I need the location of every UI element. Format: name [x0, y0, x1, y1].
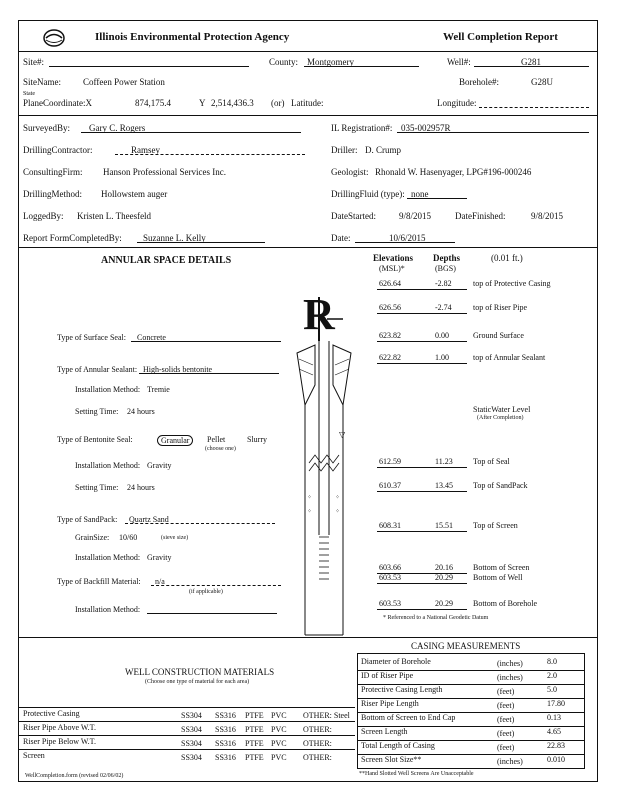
depth-value: 1.00	[435, 353, 449, 362]
material-row-label: Protective Casing	[23, 709, 80, 718]
drilling-contractor-line	[115, 154, 305, 155]
site-name-value: Coffeen Power Station	[83, 77, 165, 87]
setting-time-2-label: Setting Time:	[75, 483, 119, 492]
report-completed-value: Suzanne L. Kelly	[143, 233, 206, 243]
bentonite-seal-label: Type of Bentonite Seal:	[57, 435, 133, 444]
well-value: G281	[521, 57, 541, 67]
annular-row-underline	[377, 491, 467, 492]
annular-row-label: Top of SandPack	[473, 481, 528, 490]
material-option[interactable]: SS316	[215, 711, 236, 720]
material-row-divider	[19, 707, 355, 708]
il-registration-value: 035-002957R	[401, 123, 451, 133]
drilling-fluid-label: DrillingFluid (type):	[331, 189, 405, 199]
annular-row-underline	[377, 609, 467, 610]
casing-row-label: Bottom of Screen to End Cap	[361, 713, 456, 722]
granular-option: Granular	[157, 435, 193, 446]
consulting-firm-value: Hanson Professional Services Inc.	[103, 167, 226, 177]
depth-value: -2.82	[435, 279, 452, 288]
casing-row-divider	[357, 712, 585, 713]
annular-sealant-label: Type of Annular Sealant:	[57, 365, 138, 374]
casing-row-label: Protective Casing Length	[361, 685, 443, 694]
elevations-header: Elevations	[373, 253, 414, 263]
depth-value: -2.74	[435, 303, 452, 312]
site-divider	[19, 115, 597, 116]
sieve-size-note: (sieve size)	[161, 535, 189, 541]
report-completed-label: Report FormCompletedBy:	[23, 233, 122, 243]
casing-row-label: Riser Pipe Length	[361, 699, 419, 708]
latitude-label: Latitude:	[291, 98, 324, 108]
elevation-value: 622.82	[379, 353, 401, 362]
install-method-2-label: Installation Method:	[75, 461, 141, 470]
longitude-line	[479, 107, 589, 108]
geologist-label: Geologist:	[331, 167, 369, 177]
setting-time-1-label: Setting Time:	[75, 407, 119, 416]
svg-text:⁘: ⁘	[307, 508, 313, 515]
depth-value: 13.45	[435, 481, 453, 490]
material-option[interactable]: OTHER:	[303, 725, 332, 734]
material-option[interactable]: PVC	[271, 725, 287, 734]
drilling-method-value: Hollowstem auger	[101, 189, 168, 199]
casing-row-unit: (inches)	[497, 757, 523, 766]
date-label: Date:	[331, 233, 351, 243]
material-option[interactable]: PTFE	[245, 753, 264, 762]
backfill-label: Type of Backfill Material:	[57, 577, 141, 586]
svg-text:▽: ▽	[339, 430, 346, 439]
agency-name: Illinois Environmental Protection Agency	[95, 31, 290, 43]
consulting-firm-label: ConsultingFirm:	[23, 167, 83, 177]
annular-row-label: top of Protective Casing	[473, 279, 551, 288]
surveyed-by-label: SurveyedBy:	[23, 123, 70, 133]
annular-row-label: Bottom of Well	[473, 573, 523, 582]
annular-row-underline	[377, 531, 467, 532]
annular-row-underline	[377, 289, 467, 290]
casing-row-value: 0.010	[547, 755, 565, 764]
borehole-value: G28U	[531, 77, 553, 87]
elevation-value: 626.64	[379, 279, 401, 288]
material-row-divider	[19, 735, 355, 736]
install-method-1-label: Installation Method:	[75, 385, 141, 394]
logged-by-label: LoggedBy:	[23, 211, 64, 221]
form-id: WellCompletion.form (revised 02/06/02)	[25, 773, 124, 779]
material-option[interactable]: SS304	[181, 725, 202, 734]
geologist-value: Rhonald W. Hasenyager, LPG#196-000246	[375, 167, 532, 177]
depth-value: 20.29	[435, 573, 453, 582]
well-label: Well#:	[447, 57, 471, 67]
casing-row-value: 5.0	[547, 685, 557, 694]
driller-label: Driller:	[331, 145, 358, 155]
surface-seal-value: Concrete	[137, 333, 166, 342]
casing-row-unit: (feet)	[497, 715, 515, 724]
depth-value: 11.23	[435, 457, 453, 466]
longitude-label: Longitude:	[437, 98, 477, 108]
form-title: Well Completion Report	[443, 31, 558, 43]
borehole-label: Borehole#:	[459, 77, 499, 87]
casing-row-label: Total Length of Casing	[361, 741, 435, 750]
slurry-option: Slurry	[247, 435, 267, 444]
reference-note: * Referenced to a National Geodetic Datum	[383, 615, 489, 621]
depth-value: 15.51	[435, 521, 453, 530]
elevations-unit: (MSL)*	[379, 264, 405, 273]
date-started-label: DateStarted:	[331, 211, 376, 221]
material-option[interactable]: PTFE	[245, 711, 264, 720]
casing-row-value: 17.80	[547, 699, 565, 708]
date-value: 10/6/2015	[389, 233, 426, 243]
casing-row-label: ID of Riser Pipe	[361, 671, 414, 680]
surface-seal-line	[131, 341, 281, 342]
casing-title: CASING MEASUREMENTS	[411, 641, 521, 651]
surveyed-by-line	[81, 132, 301, 133]
material-row-label: Screen	[23, 751, 45, 760]
report-completed-line	[137, 242, 265, 243]
casing-row-value: 4.65	[547, 727, 561, 736]
annular-title: ANNULAR SPACE DETAILS	[101, 255, 232, 266]
casing-row-unit: (inches)	[497, 673, 523, 682]
county-line	[304, 66, 419, 67]
date-finished-value: 9/8/2015	[531, 211, 564, 221]
material-option[interactable]: SS304	[181, 753, 202, 762]
annular-row-label: Bottom of Screen	[473, 563, 530, 572]
sand-pack-label: Type of SandPack:	[57, 515, 118, 524]
depths-unit: (BGS)	[435, 264, 456, 273]
casing-row-divider	[357, 754, 585, 755]
annular-row-label: top of Riser Pipe	[473, 303, 527, 312]
casing-row-label: Screen Length	[361, 727, 408, 736]
material-option[interactable]: SS304	[181, 711, 202, 720]
plane-unit: (or)	[271, 98, 285, 108]
casing-row-unit: (feet)	[497, 743, 515, 752]
county-label: County:	[269, 57, 299, 67]
material-option[interactable]: PTFE	[245, 725, 264, 734]
material-row-divider	[19, 721, 355, 722]
install-method-3-label: Installation Method:	[75, 553, 141, 562]
sand-pack-line	[125, 523, 275, 524]
elevation-value: 603.53	[379, 573, 401, 582]
elevation-value: 608.31	[379, 521, 401, 530]
install-method-4-label: Installation Method:	[75, 605, 141, 614]
annular-row-label: Top of Screen	[473, 521, 518, 530]
casing-row-unit: (feet)	[497, 701, 515, 710]
annular-row-label: top of Annular Sealant	[473, 353, 546, 362]
setting-time-1-value: 24 hours	[127, 407, 155, 416]
county-value: Montgomery	[307, 57, 354, 67]
elevation-value: 612.59	[379, 457, 401, 466]
annular-row-underline	[377, 341, 467, 342]
surface-seal-label: Type of Surface Seal:	[57, 333, 126, 342]
materials-subtitle: (Choose one type of material for each area)	[145, 679, 250, 685]
backfill-value: n/a	[155, 577, 165, 586]
casing-row-unit: (inches)	[497, 659, 523, 668]
casing-row-value: 8.0	[547, 657, 557, 666]
casing-row-value: 0.13	[547, 713, 561, 722]
surveyed-by-value: Gary C. Rogers	[89, 123, 146, 133]
annular-row-underline	[377, 313, 467, 314]
install-method-4-line	[147, 613, 277, 614]
casing-footnote: **Hand Slotted Well Screens Are Unacceptable	[359, 771, 474, 777]
material-option[interactable]: OTHER: Steel	[303, 711, 350, 720]
units-note: (0.01 ft.)	[491, 253, 523, 263]
static-water-sub: (After Completion)	[477, 415, 524, 421]
il-registration-line	[397, 132, 589, 133]
casing-row-label: Screen Slot Size**	[361, 755, 422, 764]
install-method-3-value: Gravity	[147, 553, 172, 562]
depth-value: 20.29	[435, 599, 453, 608]
logged-by-value: Kristen L. Theesfeld	[77, 211, 152, 221]
site-number-line	[49, 66, 249, 67]
material-option[interactable]: SS304	[181, 739, 202, 748]
date-line	[355, 242, 455, 243]
casing-row-value: 22.83	[547, 741, 565, 750]
casing-row-divider	[357, 698, 585, 699]
annular-row-label: Ground Surface	[473, 331, 524, 340]
depth-value: 0.00	[435, 331, 449, 340]
casing-row-divider	[357, 740, 585, 741]
material-option[interactable]: SS316	[215, 739, 236, 748]
install-method-2-value: Gravity	[147, 461, 172, 470]
svg-text:R: R	[303, 290, 335, 339]
people-divider	[19, 247, 597, 248]
annular-sealant-line	[139, 373, 279, 374]
annular-row-underline	[377, 583, 467, 584]
materials-title: WELL CONSTRUCTION MATERIALS	[125, 667, 275, 677]
drilling-fluid-value: none	[411, 189, 429, 199]
svg-text:⁘: ⁘	[335, 494, 341, 501]
site-name-label: SiteName:	[23, 77, 61, 87]
pellet-option: Pellet	[207, 435, 226, 444]
svg-text:⁘: ⁘	[307, 494, 313, 501]
material-option[interactable]: PVC	[271, 739, 287, 748]
annular-row-underline	[377, 363, 467, 364]
plane-y-value: 2,514,436.3	[211, 98, 254, 108]
material-option[interactable]: PVC	[271, 711, 287, 720]
drilling-contractor-value: Ramsey	[131, 145, 160, 155]
static-water-label: StaticWater Level	[473, 405, 531, 414]
casing-row-divider	[357, 726, 585, 727]
material-row-label: Riser Pipe Above W.T.	[23, 723, 96, 732]
install-method-1-value: Tremie	[147, 385, 170, 394]
depths-header: Depths	[433, 253, 461, 263]
iepa-logo-icon	[43, 29, 65, 47]
drilling-contractor-label: DrillingContractor:	[23, 145, 93, 155]
material-row-label: Riser Pipe Below W.T.	[23, 737, 96, 746]
backfill-line	[151, 585, 281, 586]
annular-row-label: Top of Seal	[473, 457, 510, 466]
il-registration-label: IL Registration#:	[331, 123, 393, 133]
casing-row-label: Diameter of Borehole	[361, 657, 431, 666]
grain-size-label: GrainSize:	[75, 533, 110, 542]
annular-sealant-value: High-solids bentonite	[143, 365, 213, 374]
plane-coordinate-label: PlaneCoordinate:X	[23, 98, 92, 108]
material-option[interactable]: PVC	[271, 753, 287, 762]
well-line	[474, 66, 589, 67]
grain-size-value: 10/60	[119, 533, 138, 542]
casing-row-divider	[357, 670, 585, 671]
annular-row-underline	[377, 467, 467, 468]
plane-x-value: 874,175.4	[135, 98, 171, 108]
depth-value: 20.16	[435, 563, 453, 572]
annular-divider	[19, 637, 597, 638]
casing-row-unit: (feet)	[497, 729, 515, 738]
material-option[interactable]: OTHER:	[303, 753, 332, 762]
state-label: State	[23, 91, 35, 97]
elevation-value: 603.53	[379, 599, 401, 608]
annular-row-label: Bottom of Borehole	[473, 599, 537, 608]
setting-time-2-value: 24 hours	[127, 483, 155, 492]
date-finished-label: DateFinished:	[455, 211, 506, 221]
casing-row-divider	[357, 684, 585, 685]
well-completion-form	[18, 20, 598, 782]
material-option[interactable]: OTHER:	[303, 739, 332, 748]
casing-row-value: 2.0	[547, 671, 557, 680]
drilling-method-label: DrillingMethod:	[23, 189, 82, 199]
svg-text:⁘: ⁘	[335, 508, 341, 515]
material-option[interactable]: SS316	[215, 725, 236, 734]
sand-pack-value: Quartz Sand	[129, 515, 169, 524]
plane-y-label: Y	[199, 98, 206, 108]
elevation-value: 623.82	[379, 331, 401, 340]
elevation-value: 603.66	[379, 563, 401, 572]
elevation-value: 626.56	[379, 303, 401, 312]
material-row-divider	[19, 749, 355, 750]
choose-one-note: (choose one)	[205, 446, 236, 452]
if-applicable-note: (if applicable)	[189, 589, 223, 595]
elevation-value: 610.37	[379, 481, 401, 490]
date-started-value: 9/8/2015	[399, 211, 432, 221]
well-diagram	[287, 275, 377, 641]
material-option[interactable]: PTFE	[245, 739, 264, 748]
site-number-label: Site#:	[23, 57, 45, 67]
material-option[interactable]: SS316	[215, 753, 236, 762]
header-divider	[19, 51, 597, 52]
casing-row-unit: (feet)	[497, 687, 515, 696]
driller-value: D. Crump	[365, 145, 401, 155]
drilling-fluid-line	[407, 198, 467, 199]
